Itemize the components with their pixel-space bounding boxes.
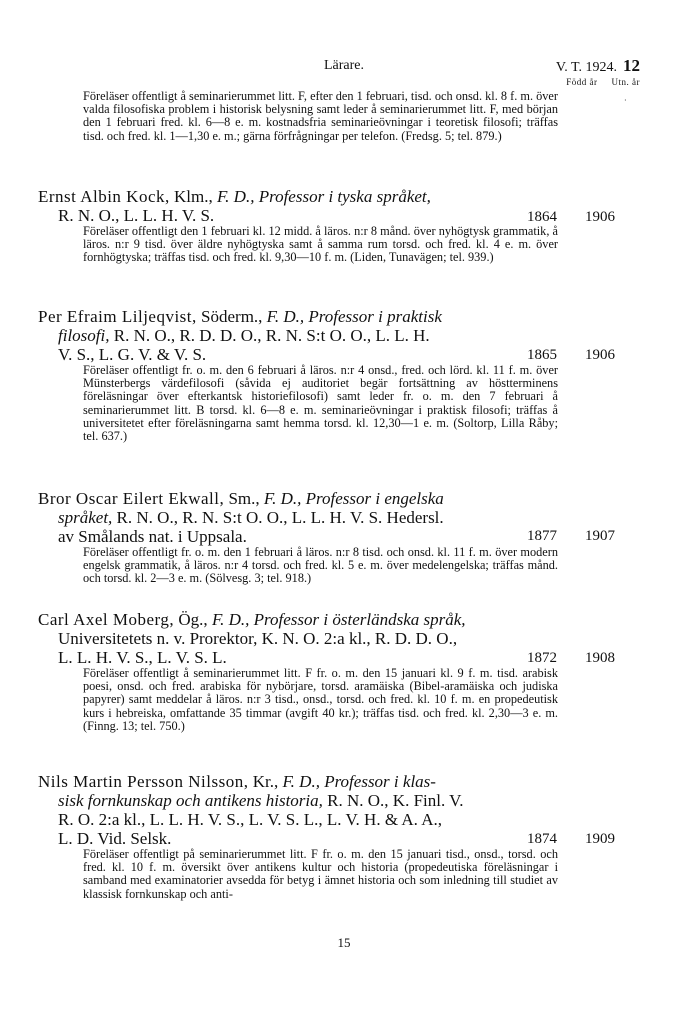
honours-line: R. N. O., K. Finl. V.	[322, 791, 464, 810]
page-number-bold: 12	[623, 56, 640, 75]
header-term-text: V. T. 1924.	[555, 60, 617, 75]
honours-line: R. N. O., R. D. D. O., R. N. S:t O. O., L. L. H.	[109, 326, 430, 345]
entry-liljeqvist	[38, 307, 628, 443]
entry-honours: L. D. Vid. Selsk.	[58, 829, 172, 848]
year-appointed: 1907	[585, 528, 615, 544]
entry-description: Föreläser offentligt fr. o. m. den 6 februari å läros. n:r 4 onsd., fred. och lörd. kl. 11 f. m. över Münsterbergs värdefilosofi (såvida ej auditoriet begär fortsättning av höstterminens föreläsningar över efterkantsk historiefilosofi) samt leder fr. o. m. den 7 februari å seminarierummet litt. B torsd. kl. 6—8 e. m. seminarieövningar i praktisk filosofi; träffas å universitetet efter föreläsningarna samt hemma torsd. kl. 12,30—1 e. m. (Soltorp, Lilla Råby; tel. 637.)	[83, 363, 558, 444]
person-title: F. D., Professor i österländska språk,	[211, 610, 466, 629]
year-born: 1872	[527, 650, 557, 666]
col-born-header: Född år	[566, 77, 598, 87]
col-appointed-header: Utn. år	[611, 77, 640, 87]
entry-honours	[58, 326, 628, 345]
year-born: 1864	[527, 209, 557, 225]
person-origin: Klm.,	[169, 187, 217, 206]
year-born: 1865	[527, 347, 557, 363]
entry-honours: R. N. O., L. L. H. V. S.	[58, 206, 215, 225]
person-origin: Ög.,	[174, 610, 212, 629]
year-born: 1874	[527, 831, 557, 847]
person-name: Nils Martin Persson Nilsson,	[38, 772, 249, 791]
running-header: Lärare.	[323, 58, 365, 73]
person-title: F. D., Professor i praktisk	[266, 307, 442, 326]
entry-honours	[58, 508, 628, 527]
person-title-cont: sisk fornkunskap och antikens historia,	[58, 791, 323, 810]
entry-heading	[38, 772, 628, 791]
person-origin: Kr.,	[248, 772, 283, 791]
entry-description: Föreläser offentligt å seminarierummet litt. F, efter den 1 februari, tisd. och onsd. kl. 8 f. m. över valda filosofiska problem i historisk belysning samt leder å seminarierummet litt. F, med början den 1 februari fred. kl. 6—8 e. m. kostnadsfria seminarieövningar i teoretisk filosofi; träffas tisd. och fred. kl. 1—1,30 e. m.; gärna förfrågningar per telefon. (Fredsg. 5; tel. 879.)	[83, 89, 558, 143]
person-name: Bror Oscar Eilert Ekwall,	[38, 489, 225, 508]
year-born: 1877	[527, 528, 557, 544]
person-title: F. D., Professor i tyska språket,	[216, 187, 431, 206]
person-name: Ernst Albin Kock,	[38, 187, 170, 206]
entry-heading	[38, 610, 628, 629]
entry-description: Föreläser offentligt fr. o. m. den 1 februari å läros. n:r 8 tisd. och onsd. kl. 11 f. m. över modern engelsk grammatik, å läros. n:r 4 torsd. och fred. kl. 5 e. m. över medelengelska; träffas månd. och torsd. kl. 2—3 e. m. (Sölvesg. 3; tel. 918.)	[83, 545, 558, 586]
page-footer-number: 15	[337, 935, 351, 950]
person-title: F. D., Professor i klas-	[282, 772, 436, 791]
entry-continuation	[38, 90, 628, 143]
entry-honours	[58, 791, 628, 810]
entry-honours: R. O. 2:a kl., L. L. H. V. S., L. V. S. L., L. V. H. & A. A.,	[58, 810, 442, 829]
entry-heading	[38, 307, 628, 326]
stray-dot: ·	[624, 96, 627, 105]
entry-description: Föreläser offentligt på seminarierummet litt. F fr. o. m. den 15 januari tisd., onsd., torsd. och fred. kl. 10 f. m. översikt över antikens kultur och historia (propedeutiska föreläsningar i samband med examinatorier avsedda för betyg i ämnet historia och som inledning till studiet av klassisk fornkunskap och anti-	[83, 847, 558, 901]
person-name: Carl Axel Moberg,	[38, 610, 175, 629]
year-appointed: 1908	[585, 650, 615, 666]
entry-heading	[38, 489, 628, 508]
entry-honours: Universitetets n. v. Prorektor, K. N. O. 2:a kl., R. D. D. O.,	[58, 629, 458, 648]
person-title-cont: språket,	[58, 508, 113, 527]
year-appointed: 1906	[585, 347, 615, 363]
entry-honours: L. L. H. V. S., L. V. S. L.	[58, 648, 227, 667]
person-title: F. D., Professor i engelska	[263, 489, 444, 508]
header-term	[556, 56, 640, 76]
column-headers	[552, 77, 640, 87]
entry-moberg	[38, 610, 628, 733]
person-name: Per Efraim Liljeqvist,	[38, 307, 197, 326]
year-appointed: 1909	[585, 831, 615, 847]
person-origin: Sm.,	[224, 489, 264, 508]
entry-description: Föreläser offentligt den 1 februari kl. 12 midd. å läros. n:r 8 månd. över nyhögtysk grammatik, å läros. n:r 9 tisd. över äldre nyhögtyska samt å samma rum torsd. och fred. kl. 4 e. m. över fornhögtyska; träffas tisd. och fred. kl. 9,30—10 f. m. (Liden, Tunavägen; tel. 939.)	[83, 224, 558, 265]
honours-line: R. N. O., R. N. S:t O. O., L. L. H. V. S. Hedersl.	[112, 508, 444, 527]
entry-honours: V. S., L. G. V. & V. S.	[58, 345, 207, 364]
entry-honours: av Smålands nat. i Uppsala.	[58, 527, 247, 546]
person-title-cont: filosofi,	[58, 326, 110, 345]
person-origin: Söderm.,	[196, 307, 267, 326]
entry-description: Föreläser offentligt å seminarierummet litt. F fr. o. m. den 15 januari kl. 9 f. m. tisd. arabisk poesi, onsd. och fred. arabiska för nybörjare, torsd. aramäiska (Bibel-aramäiska och judiska papyrer) samt meddelar å läros. n:r 3 tisd., onsd., torsd. och fred. kl. 10 f. m. en propedeutisk kurs i hebreiska, omfattande 35 timmar (avgift 40 kr.); träffas tisd. och fred. kl. 2,30—3 e. m. (Finng. 13; tel. 750.)	[83, 666, 558, 733]
year-appointed: 1906	[585, 209, 615, 225]
entry-heading	[38, 187, 628, 206]
